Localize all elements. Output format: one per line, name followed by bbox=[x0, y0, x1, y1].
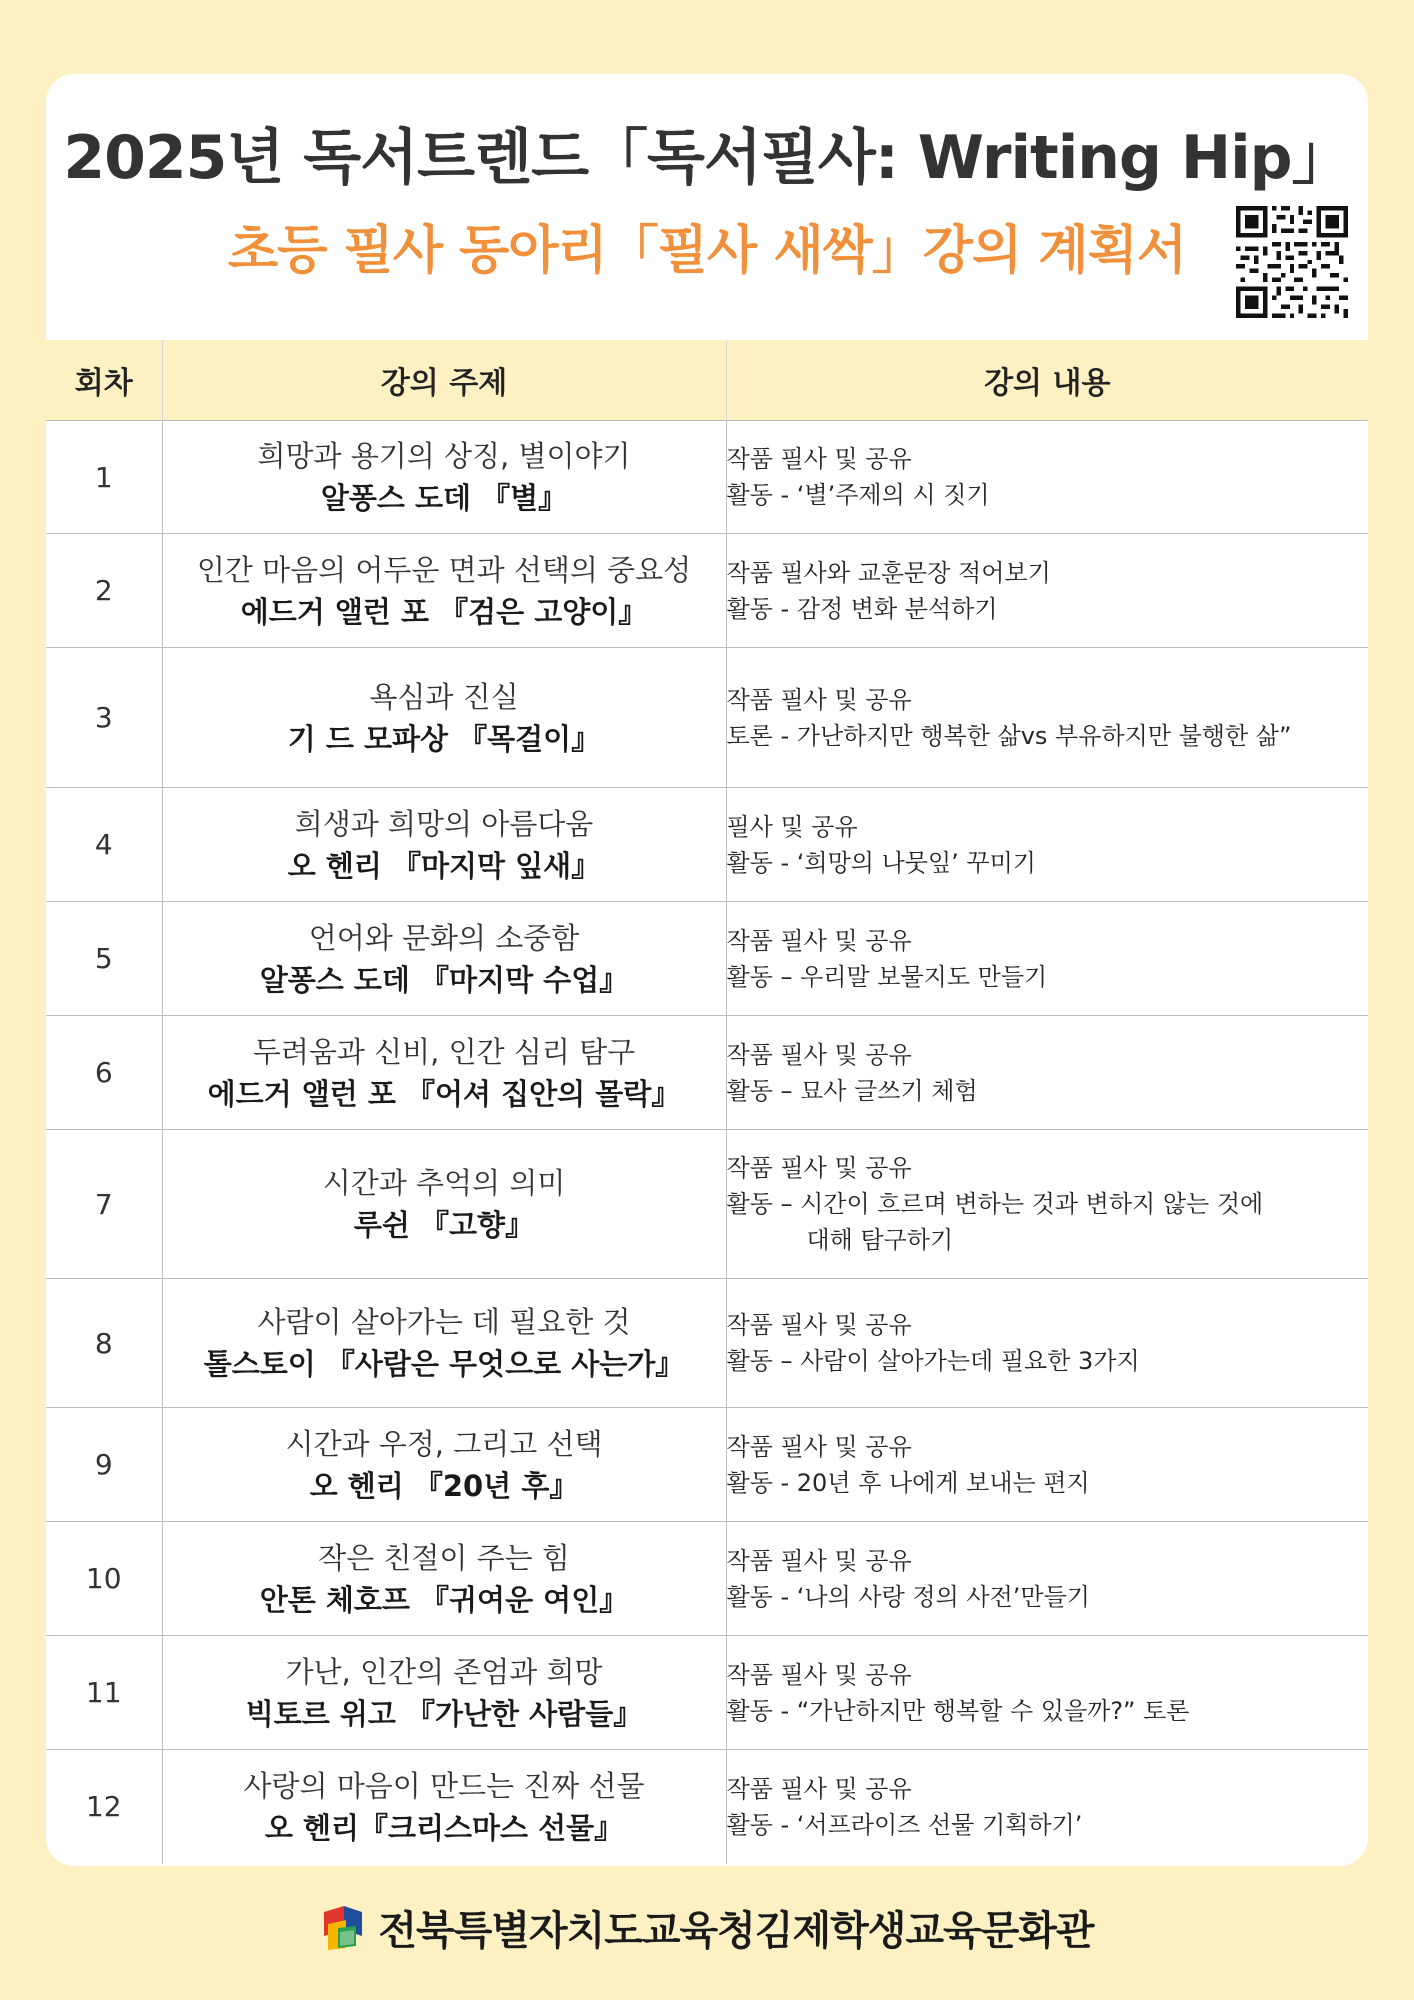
topic-theme: 사람이 살아가는 데 필요한 것 bbox=[257, 1305, 631, 1339]
topic-theme: 언어와 문화의 소중함 bbox=[308, 920, 580, 955]
content-line: 작품 필사 및 공유 bbox=[726, 1432, 912, 1461]
lecture-content-cell bbox=[726, 648, 1368, 788]
content-line: 토론 - 가난하지만 행복한 삶vs 부유하지만 불행한 삶” bbox=[726, 721, 1292, 750]
content-line-continuation: 대해 탐구하기 bbox=[806, 1226, 954, 1254]
topic-theme: 인간 마음의 어두운 면과 선택의 중요성 bbox=[196, 552, 692, 587]
page-title: 2025년 독서트렌드「독서필사: Writing Hip」 bbox=[63, 123, 1351, 193]
lecture-topic-cell bbox=[162, 534, 726, 648]
session-number: 12 bbox=[46, 1750, 162, 1864]
lecture-content-cell bbox=[726, 1130, 1368, 1279]
topic-theme: 두려움과 신비, 인간 심리 탐구 bbox=[252, 1034, 636, 1069]
column-header-session: 회차 bbox=[46, 340, 162, 421]
lecture-content-cell bbox=[726, 1016, 1368, 1130]
table-row bbox=[46, 1016, 1368, 1130]
content-line: 작품 필사 및 공유 bbox=[726, 926, 912, 955]
table-row bbox=[46, 1130, 1368, 1279]
session-number: 9 bbox=[46, 1408, 162, 1522]
topic-work-title: 알퐁스 도데 『별』 bbox=[320, 481, 568, 515]
column-header-content: 강의 내용 bbox=[726, 340, 1368, 421]
content-line: 작품 필사 및 공유 bbox=[726, 1774, 912, 1803]
topic-work-title: 안톤 체호프 『귀여운 여인』 bbox=[259, 1582, 629, 1617]
table-row bbox=[46, 788, 1368, 902]
session-number: 5 bbox=[46, 902, 162, 1016]
lecture-content-cell bbox=[726, 421, 1368, 534]
content-line: 작품 필사 및 공유 bbox=[726, 1154, 912, 1182]
topic-theme: 가난, 인간의 존엄과 희망 bbox=[285, 1654, 603, 1689]
table-row bbox=[46, 902, 1368, 1016]
table-row bbox=[46, 1279, 1368, 1408]
topic-theme: 작은 친절이 주는 힘 bbox=[318, 1540, 570, 1575]
content-line: 작품 필사 및 공유 bbox=[726, 445, 912, 473]
content-line: 활동 - ‘나의 사랑 정의 사전’만들기 bbox=[726, 1582, 1090, 1611]
lecture-topic-cell bbox=[162, 1522, 726, 1636]
topic-work-title: 톨스토이 『사람은 무엇으로 사는가』 bbox=[203, 1347, 685, 1381]
lecture-content-cell bbox=[726, 1279, 1368, 1408]
content-line: 활동 – 시간이 흐르며 변하는 것과 변하지 않는 것에 bbox=[726, 1190, 1264, 1218]
topic-work-title: 빅토르 위고 『가난한 사람들』 bbox=[245, 1696, 643, 1731]
footer bbox=[0, 1892, 1414, 1962]
topic-work-title: 에드거 앨런 포 『어셔 집안의 몰락』 bbox=[207, 1076, 681, 1111]
document-header bbox=[46, 74, 1368, 340]
lecture-topic-cell bbox=[162, 1636, 726, 1750]
topic-theme: 시간과 우정, 그리고 선택 bbox=[285, 1426, 603, 1461]
topic-work-title: 오 헨리『크리스마스 선물』 bbox=[264, 1810, 624, 1845]
organization-name: 전북특별자치도교육청김제학생교육문화관 bbox=[378, 1907, 1094, 1954]
topic-theme: 시간과 추억의 의미 bbox=[322, 1166, 566, 1200]
table-row bbox=[46, 648, 1368, 788]
organization-logo-icon bbox=[320, 1902, 366, 1952]
table-row bbox=[46, 1636, 1368, 1750]
session-number: 11 bbox=[46, 1636, 162, 1750]
content-line: 활동 - “가난하지만 행복할 수 있을까?” 토론 bbox=[726, 1696, 1190, 1725]
session-number: 2 bbox=[46, 534, 162, 648]
topic-theme: 욕심과 진실 bbox=[369, 679, 519, 714]
topic-theme: 사랑의 마음이 만드는 진짜 선물 bbox=[243, 1768, 645, 1803]
content-line: 활동 - ‘별’주제의 시 짓기 bbox=[726, 481, 990, 509]
session-number: 6 bbox=[46, 1016, 162, 1130]
content-line: 활동 - 20년 후 나에게 보내는 편지 bbox=[726, 1468, 1090, 1497]
lecture-content-cell bbox=[726, 788, 1368, 902]
lecture-content-cell bbox=[726, 534, 1368, 648]
topic-work-title: 루쉰 『고향』 bbox=[353, 1208, 535, 1242]
content-line: 작품 필사 및 공유 bbox=[726, 1660, 912, 1689]
content-line: 활동 – 묘사 글쓰기 체험 bbox=[726, 1076, 978, 1105]
content-line: 활동 - ‘서프라이즈 선물 기획하기’ bbox=[726, 1810, 1083, 1839]
content-line: 작품 필사 및 공유 bbox=[726, 1040, 912, 1069]
qr-code-icon[interactable] bbox=[1236, 206, 1348, 318]
lecture-topic-cell bbox=[162, 421, 726, 534]
content-line: 필사 및 공유 bbox=[726, 812, 858, 841]
table-row bbox=[46, 1408, 1368, 1522]
lecture-topic-cell bbox=[162, 1750, 726, 1864]
lecture-content-cell bbox=[726, 902, 1368, 1016]
table-header-row bbox=[46, 340, 1368, 421]
topic-theme: 희생과 희망의 아름다움 bbox=[294, 806, 594, 841]
content-line: 작품 필사 및 공유 bbox=[726, 685, 912, 714]
topic-theme: 희망과 용기의 상징, 별이야기 bbox=[257, 439, 631, 473]
lecture-topic-cell bbox=[162, 1016, 726, 1130]
session-number: 4 bbox=[46, 788, 162, 902]
session-number: 7 bbox=[46, 1130, 162, 1279]
lecture-content-cell bbox=[726, 1750, 1368, 1864]
content-line: 활동 – 사람이 살아가는데 필요한 3가지 bbox=[726, 1347, 1140, 1375]
lecture-topic-cell bbox=[162, 648, 726, 788]
topic-work-title: 알퐁스 도데 『마지막 수업』 bbox=[259, 962, 629, 997]
topic-work-title: 오 헨리 『마지막 잎새』 bbox=[287, 848, 601, 883]
table-row bbox=[46, 1522, 1368, 1636]
session-number: 8 bbox=[46, 1279, 162, 1408]
lecture-plan-table bbox=[46, 340, 1368, 1864]
lecture-topic-cell bbox=[162, 1408, 726, 1522]
lecture-content-cell bbox=[726, 1408, 1368, 1522]
content-line: 활동 – 우리말 보물지도 만들기 bbox=[726, 962, 1048, 991]
content-line: 작품 필사와 교훈문장 적어보기 bbox=[726, 558, 1051, 587]
lecture-content-cell bbox=[726, 1522, 1368, 1636]
lecture-topic-cell bbox=[162, 1130, 726, 1279]
lecture-topic-cell bbox=[162, 788, 726, 902]
content-line: 활동 - 감정 변화 분석하기 bbox=[726, 594, 998, 623]
topic-work-title: 에드거 앨런 포 『검은 고양이』 bbox=[240, 594, 648, 629]
table-row bbox=[46, 1750, 1368, 1864]
session-number: 10 bbox=[46, 1522, 162, 1636]
lecture-topic-cell bbox=[162, 902, 726, 1016]
table-row bbox=[46, 421, 1368, 534]
column-header-topic: 강의 주제 bbox=[162, 340, 726, 421]
lecture-topic-cell bbox=[162, 1279, 726, 1408]
session-number: 3 bbox=[46, 648, 162, 788]
topic-work-title: 기 드 모파상 『목걸이』 bbox=[287, 721, 601, 756]
session-number: 1 bbox=[46, 421, 162, 534]
plan-card bbox=[46, 74, 1368, 1866]
lecture-content-cell bbox=[726, 1636, 1368, 1750]
content-line: 작품 필사 및 공유 bbox=[726, 1311, 912, 1339]
content-line: 작품 필사 및 공유 bbox=[726, 1546, 912, 1575]
page-subtitle: 초등 필사 동아리「필사 새싹」강의 계획서 bbox=[227, 221, 1187, 281]
topic-work-title: 오 헨리 『20년 후』 bbox=[309, 1468, 579, 1503]
table-row bbox=[46, 534, 1368, 648]
content-line: 활동 - ‘희망의 나뭇잎’ 꾸미기 bbox=[726, 848, 1036, 877]
